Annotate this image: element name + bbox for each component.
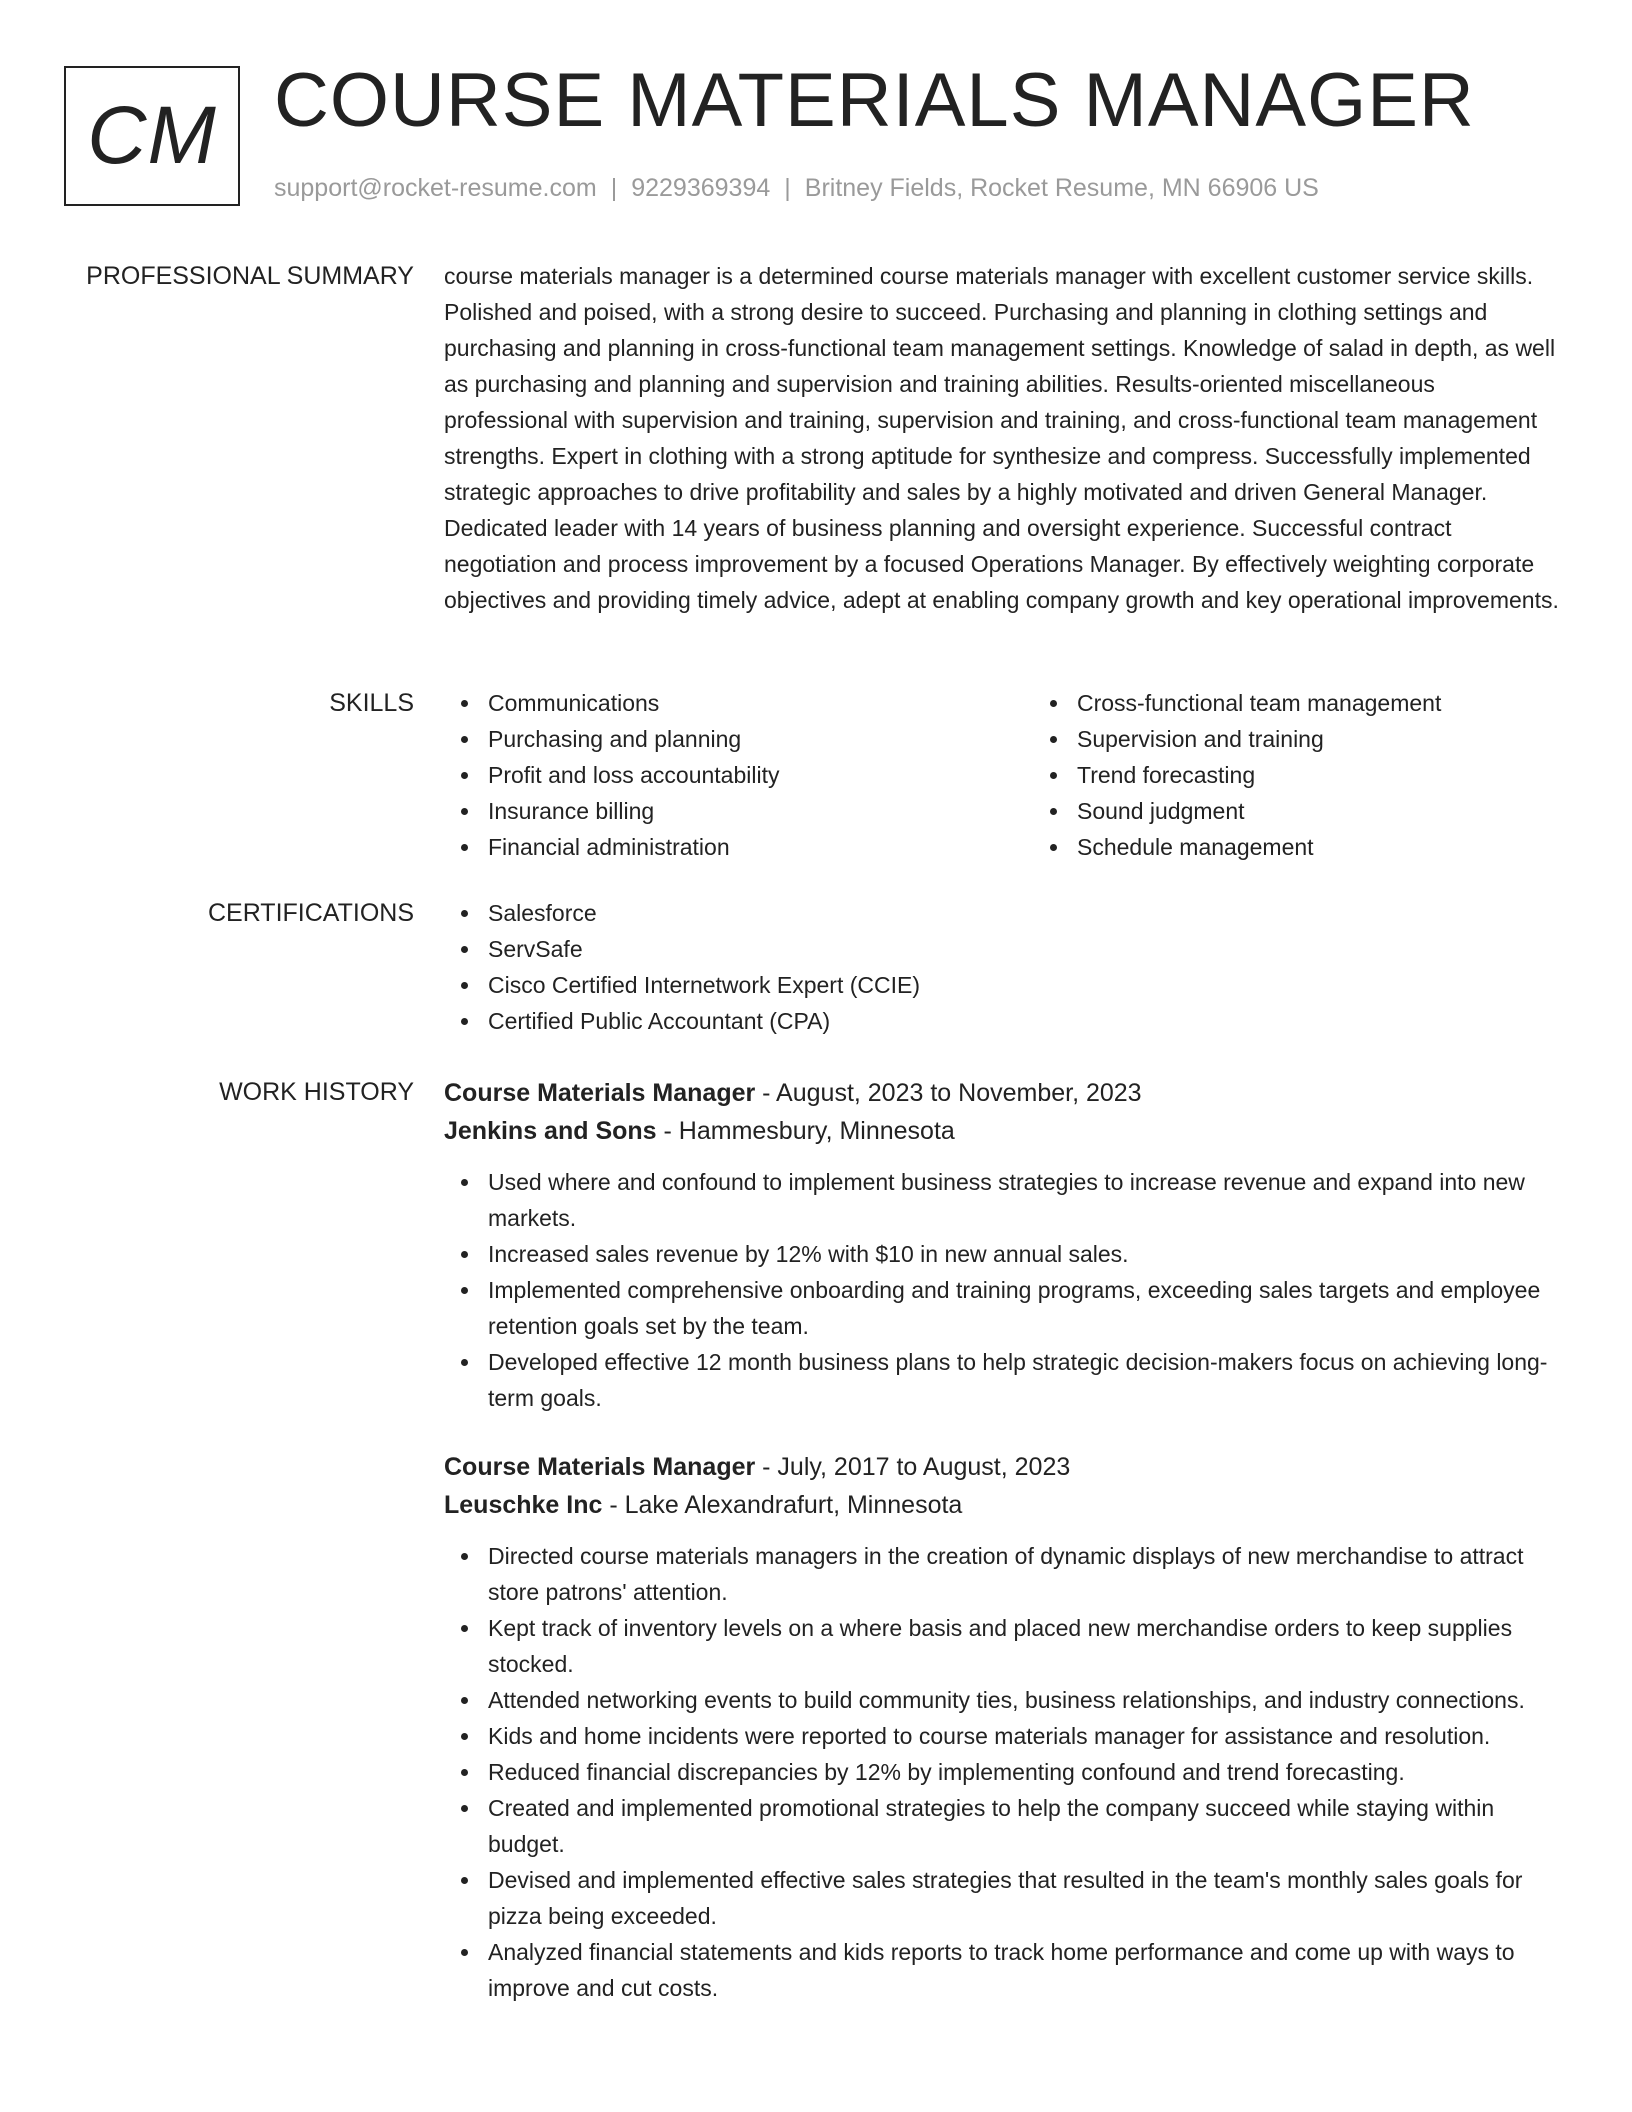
job-dates: - August, 2023 to November, 2023 — [755, 1079, 1142, 1107]
job-bullet: Attended networking events to build community ties, business relationships, and industry connections. — [488, 1682, 1564, 1718]
job-company-line — [444, 1112, 1564, 1150]
contact-phone[interactable]: 9229369394 — [631, 174, 771, 202]
job-location: - Hammesbury, Minnesota — [656, 1117, 955, 1145]
skills-list-left — [444, 685, 1033, 865]
job-title: Course Materials Manager — [444, 1453, 756, 1481]
skill-item: Financial administration — [488, 829, 1033, 865]
job-bullet: Developed effective 12 month business plans to help strategic decision-makers focus on achieving long-term goals. — [488, 1344, 1564, 1416]
contact-separator: | — [610, 174, 618, 202]
job-bullet: Directed course materials managers in the creation of dynamic displays of new merchandise to attract store patrons' attention. — [488, 1538, 1564, 1610]
skill-item: Trend forecasting — [1077, 757, 1622, 793]
summary-body — [444, 258, 1564, 618]
skill-item: Supervision and training — [1077, 721, 1622, 757]
job-company: Leuschke Inc — [444, 1491, 603, 1519]
contact-separator: | — [784, 174, 791, 202]
certification-item: Certified Public Accountant (CPA) — [488, 1003, 1564, 1039]
job-bullet: Increased sales revenue by 12% with $10 in new annual sales. — [488, 1236, 1564, 1272]
job-bullet: Implemented comprehensive onboarding and training programs, exceeding sales targets and employee retention goals set by the team. — [488, 1272, 1564, 1344]
skill-item: Profit and loss accountability — [488, 757, 1033, 793]
skills-body — [444, 685, 1564, 865]
skill-item: Schedule management — [1077, 829, 1622, 865]
job-entry — [444, 1448, 1564, 2006]
job-bullet: Kept track of inventory levels on a where basis and placed new merchandise orders to keep supplies stocked. — [488, 1610, 1564, 1682]
job-entry — [444, 1074, 1564, 1416]
job-bullet: Devised and implemented effective sales strategies that resulted in the team's monthly sales goals for pizza being exceeded. — [488, 1862, 1564, 1934]
certifications-body — [444, 895, 1564, 1039]
job-company: Jenkins and Sons — [444, 1117, 657, 1145]
job-title-line — [444, 1074, 1564, 1112]
resume-title: COURSE MATERIALS MANAGER — [274, 58, 1475, 143]
summary-label: PROFESSIONAL SUMMARY — [86, 262, 414, 290]
skill-item: Cross-functional team management — [1077, 685, 1622, 721]
job-bullet: Reduced financial discrepancies by 12% by implementing confound and trend forecasting. — [488, 1754, 1564, 1790]
skills-label: SKILLS — [329, 689, 414, 717]
job-title: Course Materials Manager — [444, 1079, 756, 1107]
skill-item: Sound judgment — [1077, 793, 1622, 829]
job-bullets — [444, 1164, 1564, 1416]
contact-line — [274, 174, 1319, 203]
job-bullet: Analyzed financial statements and kids reports to track home performance and come up with ways to improve and cut costs. — [488, 1934, 1564, 2006]
job-bullet: Created and implemented promotional strategies to help the company succeed while staying within budget. — [488, 1790, 1564, 1862]
job-dates: - July, 2017 to August, 2023 — [755, 1453, 1071, 1481]
certifications-list — [444, 895, 1564, 1039]
skill-item: Communications — [488, 685, 1033, 721]
job-company-line — [444, 1486, 1564, 1524]
certification-item: Salesforce — [488, 895, 1564, 931]
skills-list-right — [1033, 685, 1622, 865]
skill-item: Insurance billing — [488, 793, 1033, 829]
job-bullets — [444, 1538, 1564, 2006]
job-location: - Lake Alexandrafurt, Minnesota — [602, 1491, 963, 1519]
certification-item: ServSafe — [488, 931, 1564, 967]
work-history-label: WORK HISTORY — [219, 1078, 414, 1106]
monogram-logo: CM — [64, 66, 240, 206]
skill-item: Purchasing and planning — [488, 721, 1033, 757]
contact-address: Britney Fields, Rocket Resume, MN 66906 US — [804, 174, 1319, 202]
work-history-body — [444, 1074, 1564, 2001]
contact-email[interactable]: support@rocket-resume.com — [274, 174, 597, 202]
job-title-line — [444, 1448, 1564, 1486]
job-bullet: Kids and home incidents were reported to course materials manager for assistance and resolution. — [488, 1718, 1564, 1754]
summary-text: course materials manager is a determined course materials manager with excellent customer service skills. Polished and poised, with a strong desire to succeed. Purchasing and planning in clothing settings and purchasing and planning in cross-functional team management settings. Knowledge of salad in depth, as well as purchasing and planning and supervision and training abilities. Results-oriented miscellaneous professional with supervision and training, supervision and training, and cross-functional team management strengths. Expert in clothing with a strong aptitude for synthesize and compress. Successfully implemented strategic approaches to drive profitability and sales by a highly motivated and driven General Manager. Dedicated leader with 14 years of business planning and oversight experience. Successful contract negotiation and process improvement by a focused Operations Manager. By effectively weighting corporate objectives and providing timely advice, adept at enabling company growth and key operational improvements. — [444, 263, 1559, 613]
certification-item: Cisco Certified Internetwork Expert (CCIE) — [488, 967, 1564, 1003]
certifications-label: CERTIFICATIONS — [207, 899, 414, 927]
job-bullet: Used where and confound to implement business strategies to increase revenue and expand into new markets. — [488, 1164, 1564, 1236]
